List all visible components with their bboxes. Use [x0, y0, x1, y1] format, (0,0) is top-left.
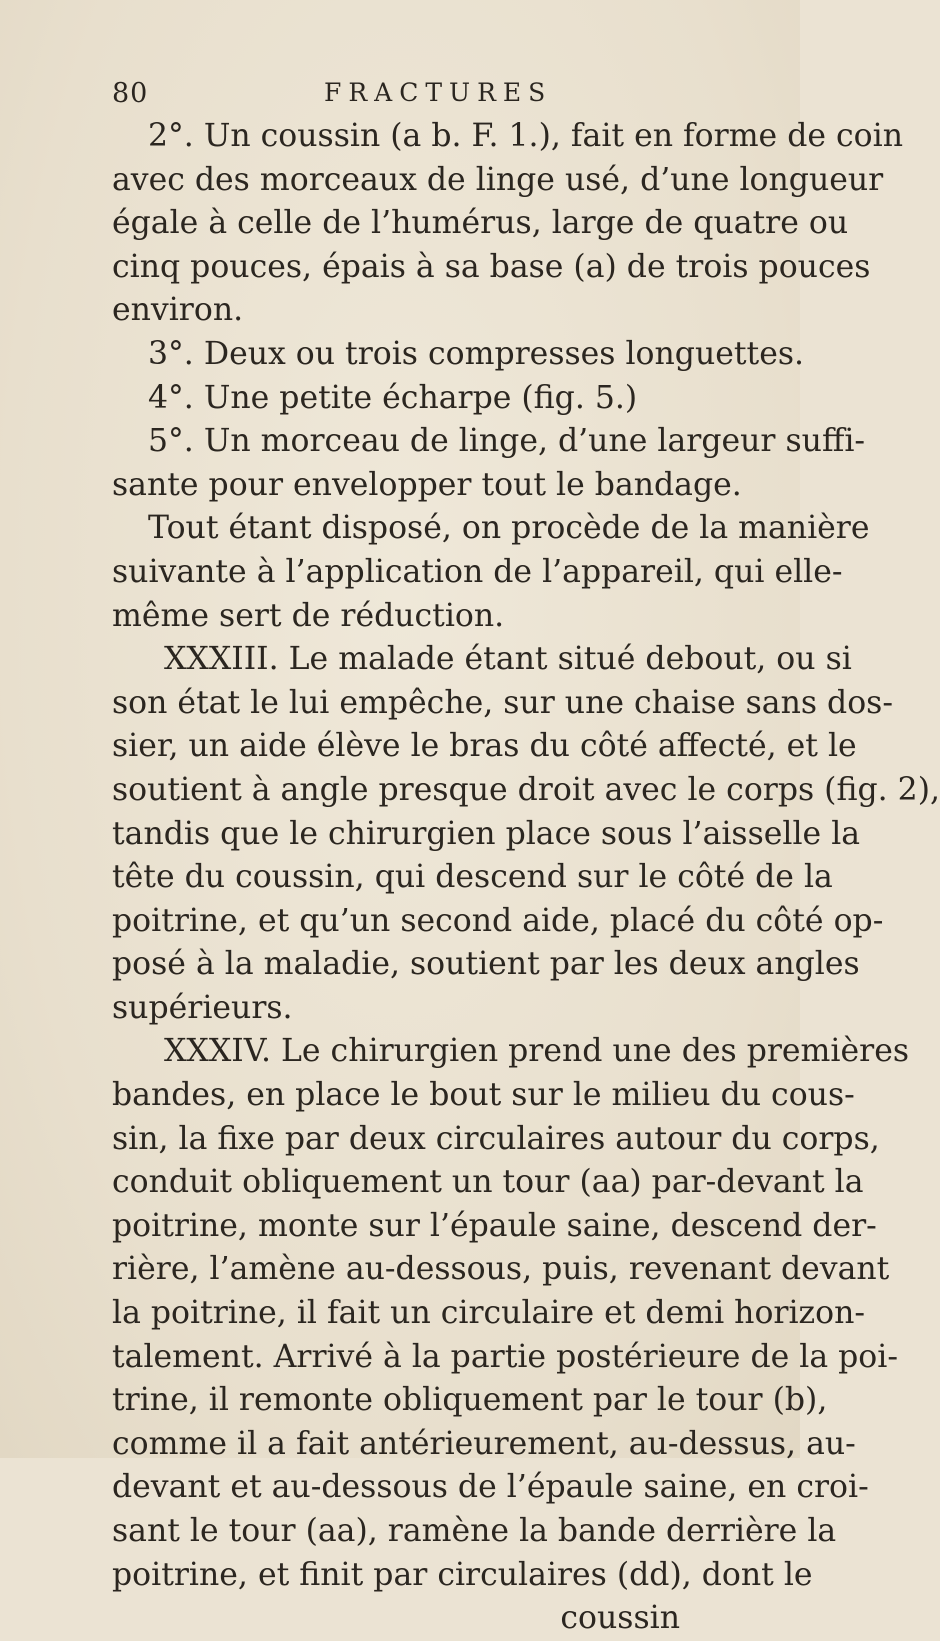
text-line: poitrine, et qu’un second aide, placé du côté op- [112, 902, 884, 939]
text-line: comme il a fait antérieurement, au-dessus, au- [112, 1425, 856, 1462]
text-line: bandes, en place le bout sur le milieu du cous- [112, 1077, 855, 1114]
text-line: tête du coussin, qui descend sur le côté de la [112, 859, 833, 896]
page-number: 80 [112, 78, 149, 109]
text-line: sante pour envelopper tout le bandage. [112, 466, 742, 503]
page-body [112, 115, 940, 1641]
text-line: cinq pouces, épais à sa base (a) de trois pouces [112, 248, 871, 285]
text-line: XXXIV. Le chirurgien prend une des premières [164, 1033, 910, 1070]
text-line: soutient à angle presque droit avec le corps (fig. 2), [112, 771, 940, 808]
text-line: sier, un aide élève le bras du côté affecté, et le [112, 728, 857, 765]
text-line: sant le tour (aa), ramène la bande derrière la [112, 1513, 837, 1549]
text-line: 4°. Une petite écharpe (fig. 5.) [148, 379, 638, 416]
text-line: égale à celle de l’humérus, large de quatre ou [112, 205, 849, 242]
text-line: avec des morceaux de linge usé, d’une longueur [112, 161, 884, 198]
text-line: poitrine, monte sur l’épaule saine, descend der- [112, 1207, 877, 1244]
running-title: FRACTURES [324, 78, 553, 107]
text-line: poitrine, et finit par circulaires (dd), dont le [112, 1556, 813, 1593]
text-line: 2°. Un coussin (a b. F. 1.), fait en forme de coin [148, 118, 904, 154]
text-line: devant et au-dessous de l’épaule saine, en croi- [112, 1469, 869, 1506]
text-line: rière, l’amène au-dessous, puis, revenant devant [112, 1251, 890, 1288]
text-line: conduit obliquement un tour (aa) par-devant la [112, 1164, 864, 1201]
text-line: son état le lui empêche, sur une chaise sans dos- [112, 684, 893, 721]
text-line: environ. [112, 292, 244, 329]
text-line: 3°. Deux ou trois compresses longuettes. [148, 335, 805, 372]
text-line: la poitrine, il fait un circulaire et demi horizon- [112, 1295, 866, 1332]
text-line: supérieurs. [112, 989, 293, 1026]
text-line: trine, il remonte obliquement par le tour (b), [112, 1382, 828, 1419]
text-line: sin, la fixe par deux circulaires autour du corps, [112, 1120, 880, 1157]
text-line: même sert de réduction. [112, 597, 505, 634]
text-line: Tout étant disposé, on procède de la manière [148, 510, 870, 547]
text-line: XXXIII. Le malade étant situé debout, ou si [164, 641, 852, 678]
text-line: posé à la maladie, soutient par les deux angles [112, 946, 860, 983]
text-line: suivante à l’application de l’appareil, qui elle- [112, 553, 843, 590]
text-line: tandis que le chirurgien place sous l’aisselle la [112, 815, 861, 852]
text-line: talement. Arrivé à la partie postérieure de la poi- [112, 1338, 898, 1375]
text-line: 5°. Un morceau de linge, d’une largeur suffi- [148, 423, 866, 460]
catchword: coussin [560, 1600, 680, 1637]
